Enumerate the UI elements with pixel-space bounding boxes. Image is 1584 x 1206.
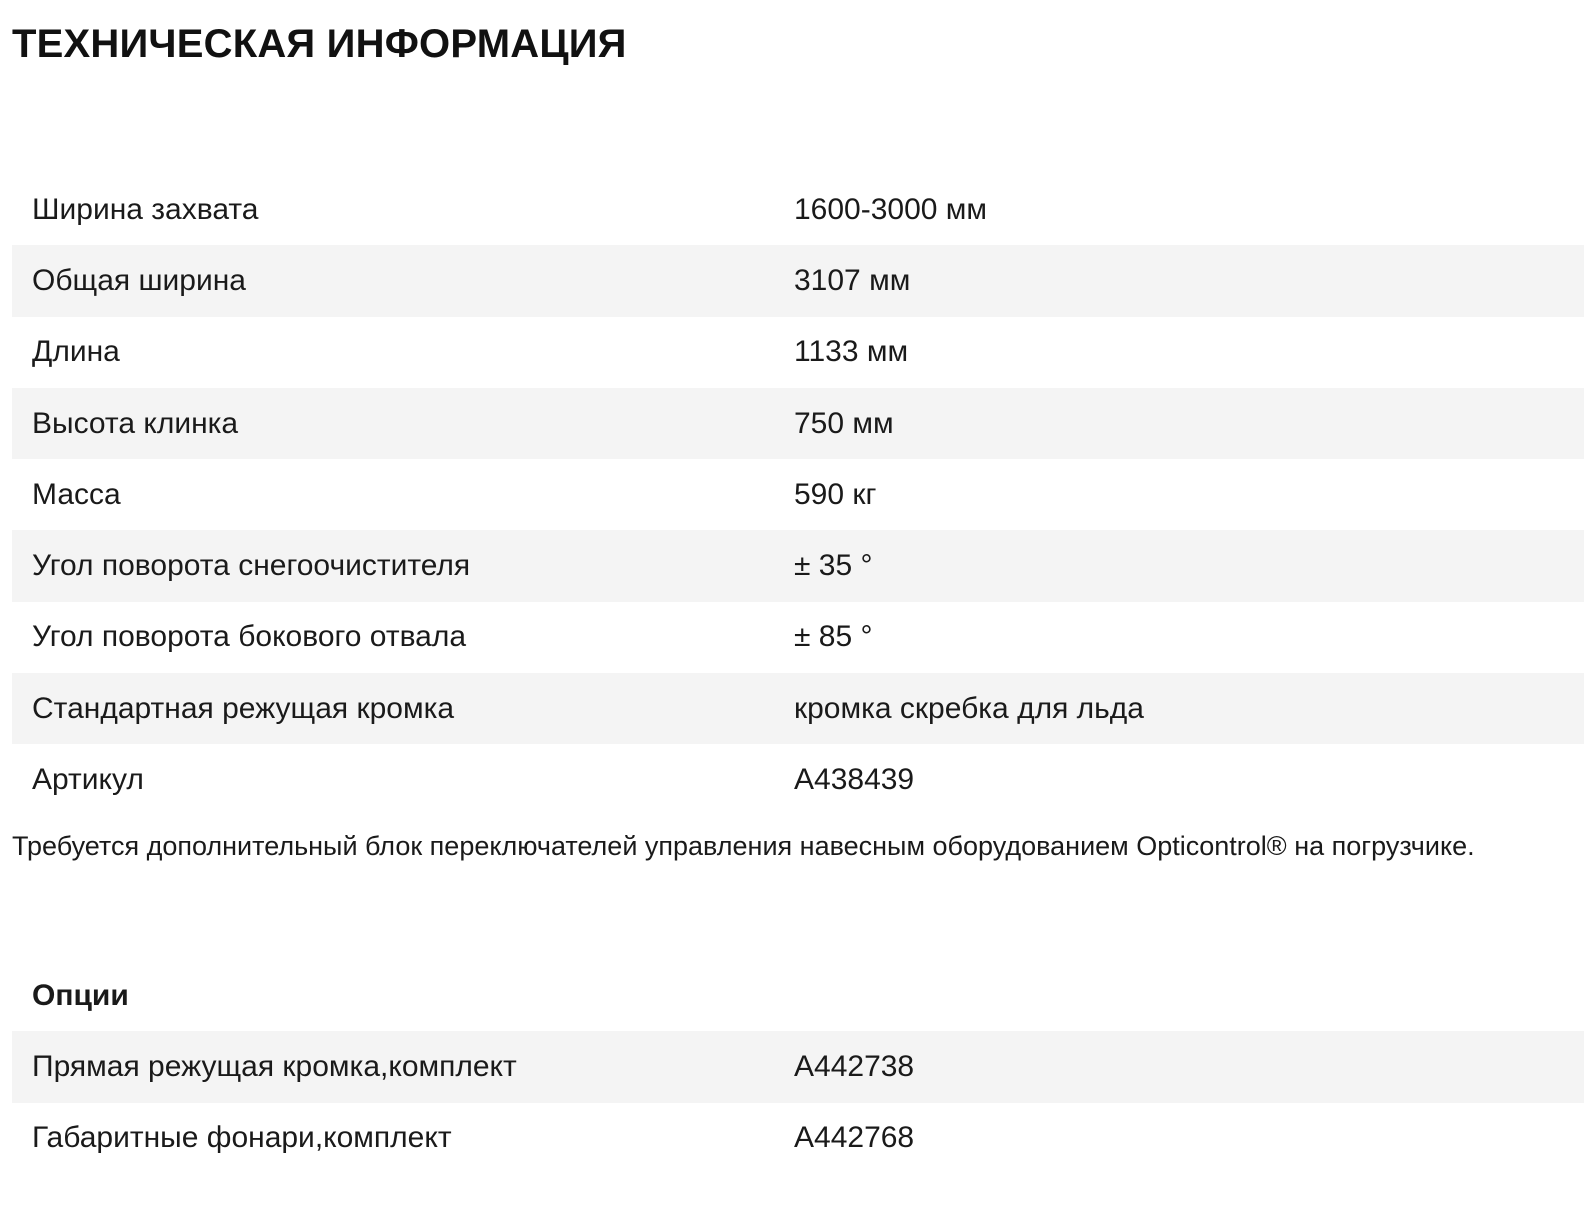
- spec-row-capture-width: [12, 174, 1584, 245]
- option-row-straight-edge: [12, 1031, 1584, 1102]
- spec-value: 750 мм: [794, 406, 894, 440]
- spec-table: [12, 174, 1584, 816]
- options-table: [12, 960, 1584, 1174]
- requirement-note: Требуется дополнительный блок переключателей управления навесным оборудованием Opticontrol® на погрузчике.: [12, 831, 1475, 861]
- option-label: Прямая режущая кромка,комплект: [32, 1049, 517, 1083]
- option-label: Габаритные фонари,комплект: [32, 1121, 452, 1155]
- spec-label: Ширина захвата: [32, 192, 259, 226]
- spec-row-blade-height: [12, 388, 1584, 459]
- page-title: ТЕХНИЧЕСКАЯ ИНФОРМАЦИЯ: [12, 22, 627, 66]
- spec-value: 1133 мм: [794, 335, 909, 369]
- spec-label: Масса: [32, 477, 121, 511]
- option-value: A442738: [794, 1049, 915, 1083]
- spec-label: Общая ширина: [32, 263, 246, 297]
- spec-label: Угол поворота бокового отвала: [32, 620, 467, 654]
- spec-row-length: [12, 317, 1584, 388]
- spec-label: Высота клинка: [32, 406, 239, 440]
- spec-value: 590 кг: [794, 477, 877, 511]
- spec-label: Угол поворота снегоочистителя: [32, 549, 471, 583]
- spec-row-cutting-edge: [12, 673, 1584, 744]
- spec-value: ± 85 °: [794, 620, 873, 654]
- spec-row-plow-angle: [12, 530, 1584, 601]
- spec-label: Длина: [32, 335, 120, 369]
- options-heading-row: [12, 960, 1584, 1031]
- option-row-marker-lights: [12, 1103, 1584, 1174]
- spec-value: кромка скребка для льда: [794, 691, 1144, 725]
- spec-label: Артикул: [32, 763, 144, 797]
- spec-value: 3107 мм: [794, 263, 911, 297]
- spec-label: Стандартная режущая кромка: [32, 691, 455, 725]
- option-value: A442768: [794, 1121, 915, 1155]
- spec-value: 1600-3000 мм: [794, 192, 988, 226]
- spec-value: A438439: [794, 763, 915, 797]
- spec-row-article: [12, 744, 1584, 815]
- options-heading: Опции: [32, 978, 129, 1012]
- spec-value: ± 35 °: [794, 549, 873, 583]
- spec-row-side-blade-angle: [12, 602, 1584, 673]
- spec-row-mass: [12, 459, 1584, 530]
- spec-row-total-width: [12, 245, 1584, 316]
